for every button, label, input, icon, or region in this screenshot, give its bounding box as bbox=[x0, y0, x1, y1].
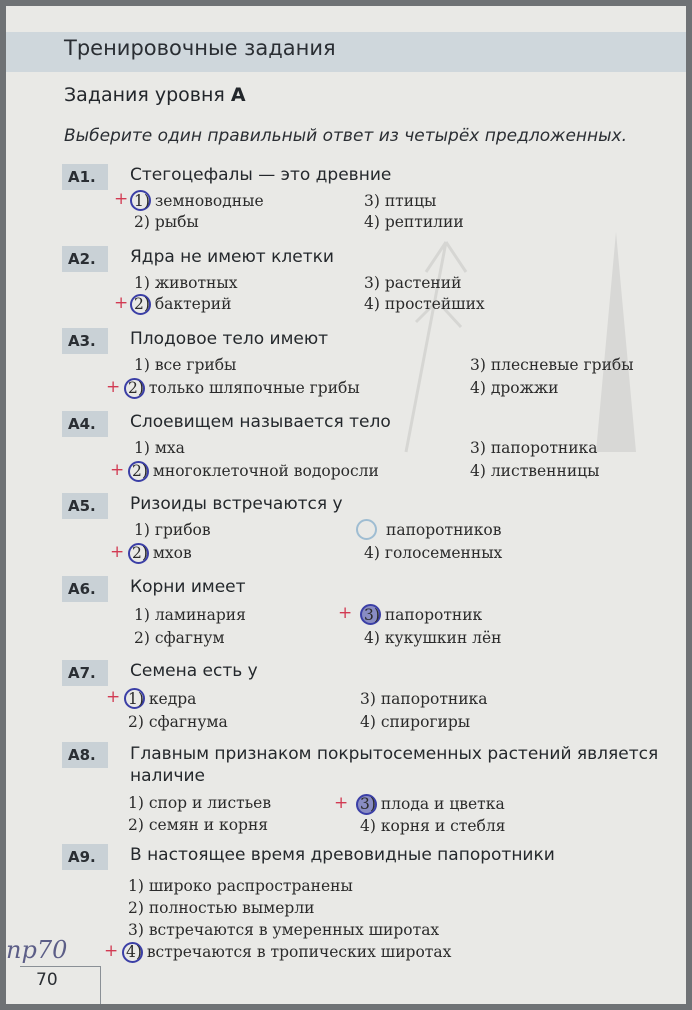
check-mark: + bbox=[110, 542, 125, 562]
option-2: 2) сфагнум bbox=[134, 629, 225, 647]
option-3: 3) встречаются в умеренных широтах bbox=[128, 921, 440, 939]
check-mark: + bbox=[114, 189, 129, 209]
question-text: Главным признаком покрытосеменных растений является наличие bbox=[130, 744, 659, 786]
faded-circle bbox=[356, 519, 377, 540]
question-text: В настоящее время древовидные папоротники bbox=[130, 845, 555, 865]
option-4: 4) встречаются в тропических широтах bbox=[126, 943, 452, 961]
question-number: А2. bbox=[62, 246, 108, 272]
question-number: А3. bbox=[62, 328, 108, 354]
check-mark: + bbox=[110, 460, 125, 480]
question-number: А6. bbox=[62, 576, 108, 602]
question-a4 bbox=[6, 411, 686, 501]
option-4: 4) рептилии bbox=[364, 213, 464, 231]
page-number: 70 bbox=[36, 970, 58, 990]
check-mark: + bbox=[106, 377, 121, 397]
option-3: 3) птицы bbox=[364, 192, 437, 210]
question-number: А5. bbox=[62, 493, 108, 519]
option-1: 1) грибов bbox=[134, 521, 211, 539]
question-text: Семена есть у bbox=[130, 661, 258, 681]
option-2: 2) бактерий bbox=[134, 295, 232, 313]
level-title bbox=[64, 84, 246, 106]
option-4: 4) спирогиры bbox=[360, 713, 471, 731]
level-letter: А bbox=[230, 84, 246, 106]
question-number: А7. bbox=[62, 660, 108, 686]
question-a5 bbox=[6, 493, 686, 583]
check-mark: + bbox=[338, 603, 353, 623]
check-mark: + bbox=[114, 293, 129, 313]
question-text: Слоевищем называется тело bbox=[130, 412, 391, 432]
check-mark: + bbox=[334, 793, 349, 813]
option-3: 3) плода и цветка bbox=[360, 795, 505, 813]
option-2: 2) полностью вымерли bbox=[128, 899, 315, 917]
question-a1 bbox=[6, 164, 686, 254]
option-2: 2) многоклеточной водоросли bbox=[132, 462, 379, 480]
question-text: Ядра не имеют клетки bbox=[130, 247, 334, 267]
question-number: А9. bbox=[62, 844, 108, 870]
option-1: 1) широко распространены bbox=[128, 877, 353, 895]
section-title: Тренировочные задания bbox=[64, 36, 336, 60]
option-2: 2) сфагнума bbox=[128, 713, 228, 731]
option-1: 1) животных bbox=[134, 274, 238, 292]
page-number-box bbox=[20, 966, 101, 1004]
workbook-page bbox=[6, 6, 686, 1004]
question-a6 bbox=[6, 576, 686, 666]
option-4: 4) корня и стебля bbox=[360, 817, 506, 835]
question-number: А8. bbox=[62, 742, 108, 768]
question-text: Стегоцефалы — это древние bbox=[130, 165, 392, 185]
option-4: 4) лиственницы bbox=[470, 462, 600, 480]
option-1: 1) спор и листьев bbox=[128, 794, 272, 812]
option-2: 2) рыбы bbox=[134, 213, 199, 231]
check-mark: + bbox=[104, 941, 119, 961]
option-2: 2) семян и корня bbox=[128, 816, 269, 834]
question-a9 bbox=[6, 844, 686, 964]
question-a8 bbox=[6, 742, 686, 842]
question-number: А1. bbox=[62, 164, 108, 190]
option-3: 3) папоротника bbox=[360, 690, 488, 708]
option-3: 3) плесневые грибы bbox=[470, 356, 634, 374]
question-number: А4. bbox=[62, 411, 108, 437]
option-4: 4) простейших bbox=[364, 295, 485, 313]
option-1: 1) ламинария bbox=[134, 606, 246, 624]
option-3: 3) папоротника bbox=[470, 439, 598, 457]
option-3: 3) папоротник bbox=[364, 606, 483, 624]
question-text: Корни имеет bbox=[130, 577, 246, 597]
option-3: 3) растений bbox=[364, 274, 462, 292]
question-a7 bbox=[6, 660, 686, 750]
question-text: Ризоиды встречаются у bbox=[130, 494, 343, 514]
level-prefix: Задания уровня bbox=[64, 84, 225, 106]
option-1: 1) земноводные bbox=[134, 192, 264, 210]
option-1: 1) мха bbox=[134, 439, 185, 457]
check-mark: + bbox=[106, 687, 121, 707]
instruction-text: Выберите один правильный ответ из четырёх предложенных. bbox=[64, 126, 628, 146]
question-text: Плодовое тело имеют bbox=[130, 329, 329, 349]
option-1: 1) кедра bbox=[128, 690, 197, 708]
option-4: 4) кукушкин лён bbox=[364, 629, 502, 647]
option-4: 4) дрожжи bbox=[470, 379, 559, 397]
option-3: папоротников bbox=[386, 521, 502, 539]
option-2: 2) мхов bbox=[132, 544, 192, 562]
question-a2 bbox=[6, 246, 686, 336]
option-1: 1) все грибы bbox=[134, 356, 237, 374]
option-2: 2) только шляпочные грибы bbox=[128, 379, 360, 397]
question-a3 bbox=[6, 328, 686, 418]
option-4: 4) голосеменных bbox=[364, 544, 503, 562]
handwritten-margin-note: пр70 bbox=[6, 936, 68, 964]
